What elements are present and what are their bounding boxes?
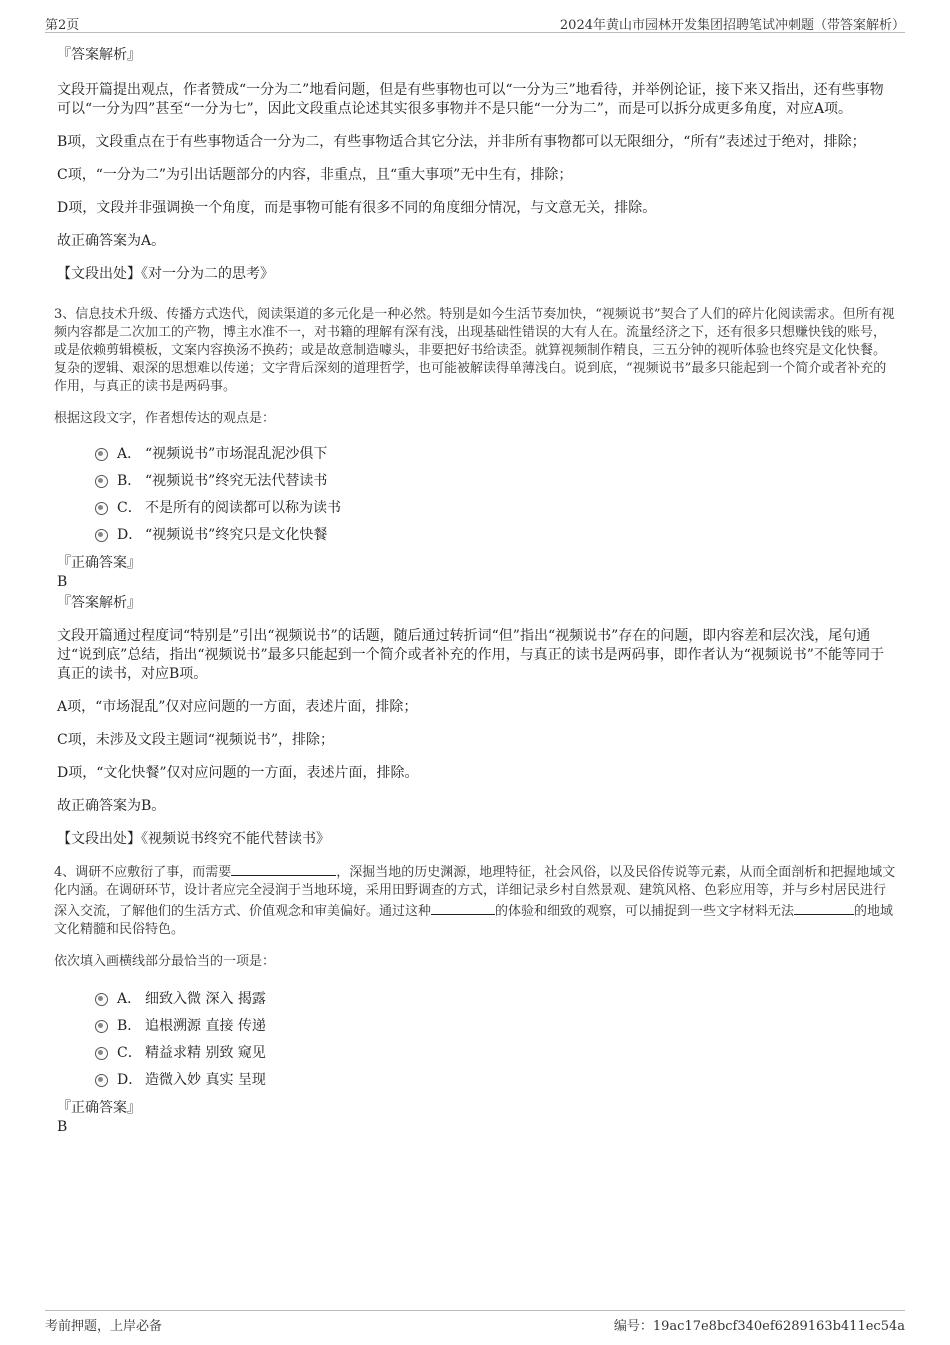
footer-slogan: 考前押题，上岸必备 [45,1319,163,1334]
radio-icon[interactable] [95,1074,108,1087]
option-c[interactable]: C． 精益求精 别致 窥见 [95,1039,897,1066]
analysis-paragraph: 文段开篇提出观点，作者赞成“一分为二”地看问题，但是有些事物也可以“一分为三”地看待，并举例论证，接下来又指出，还有些事物可以“一分为四”甚至“一分为七”，因此文段重点论述其实很多事物并不是只能“一分为二”，而是可以拆分成更多角度，对应A项。 [57,82,884,117]
analysis-paragraph: D项，“文化快餐”仅对应问题的一方面，表述片面，排除。 [57,765,419,781]
question-stem: 3、信息技术升级、传播方式迭代，阅读渠道的多元化是一种必然。特别是如今生活节奏加快，“视频说书”契合了人们的碎片化阅读需求。但所有视频内容都是二次加工的产物，博主水准不一，对书籍的理解有深有浅，出现基础性错误的大有人在。流量经济之下，还有很多只想赚快钱的账号，或是依赖剪辑模板，文案内容换汤不换药；或是故意制造噱头，非要把好书给读歪。就算视频制作精良，三五分钟的视听体验也终究是文化快餐。复杂的逻辑、艰深的思想难以传递；文字背后深刻的道理哲学，也可能被解读得单薄浅白。说到底，“视频说书”最多只能起到一个简介或者补充的作用，与真正的读书是两码事。 [54,307,895,394]
passage-source: 【文段出处】《对一分为二的思考》 [57,266,274,282]
option-list [57,440,897,548]
page-footer [45,1310,905,1335]
question-3 [54,306,897,849]
analysis-conclusion: 故正确答案为B。 [57,798,166,814]
document-title: 2024年黄山市园林开发集团招聘笔试冲刺题（带答案解析） [559,18,905,33]
analysis-conclusion: 故正确答案为A。 [57,233,166,249]
option-a[interactable]: A． 细致入微 深入 揭露 [95,985,897,1012]
passage-source: 【文段出处】《视频说书终究不能代替读书》 [57,831,330,847]
page-number: 第2页 [45,18,80,33]
radio-icon[interactable] [95,993,108,1006]
answer-value: B [57,1119,68,1135]
question-prompt: 根据这段文字，作者想传达的观点是： [54,411,276,426]
option-d[interactable]: D． 造微入妙 真实 呈现 [95,1066,897,1093]
radio-icon[interactable] [95,529,108,542]
option-c[interactable]: C． 不是所有的阅读都可以称为读书 [95,494,897,521]
analysis-paragraph: B项，文段重点在于有些事物适合一分为二，有些事物适合其它分法，并非所有事物都可以无限细分，“所有”表述过于绝对，排除； [57,134,866,150]
radio-icon[interactable] [95,475,108,488]
option-list [57,985,897,1093]
radio-icon[interactable] [95,1047,108,1060]
analysis-label: 『答案解析』 [57,595,141,611]
analysis-paragraph: A项，“市场混乱”仅对应问题的一方面，表述片面，排除； [57,699,418,715]
q2-analysis [57,46,897,284]
answer-value: B [57,574,68,590]
radio-icon[interactable] [95,1020,108,1033]
option-b[interactable]: B． 追根溯源 直接 传递 [95,1012,897,1039]
option-a[interactable]: A． “视频说书”市场混乱泥沙俱下 [95,440,897,467]
question-prompt: 依次填入画横线部分最恰当的一项是： [54,954,276,969]
answer-label: 『正确答案』 [57,1100,141,1116]
question-4 [54,861,897,1137]
blank-line [431,900,495,915]
option-b[interactable]: B． “视频说书”终究无法代替读书 [95,467,897,494]
page-header [45,12,905,33]
analysis-paragraph: C项，未涉及文段主题词“视频说书”，排除； [57,732,335,748]
blank-line [794,900,854,915]
analysis-paragraph: D项，文段并非强调换一个角度，而是事物可能有很多不同的角度细分情况，与文意无关，排除。 [57,200,657,216]
analysis-label: 『答案解析』 [57,47,141,63]
analysis-paragraph: C项，“一分为二”为引出话题部分的内容，非重点，且“重大事项”无中生有，排除； [57,167,573,183]
analysis-paragraph: 文段开篇通过程度词“特别是”引出“视频说书”的话题，随后通过转折词“但”指出“视频说书”存在的问题，即内容差和层次浅，尾句通过“说到底”总结，指出“视频说书”最多只能起到一个简介或者补充的作用，与真正的读书是两码事，即作者认为“视频说书”不能等同于真正的读书，对应B项。 [57,628,884,682]
document-content [54,46,897,1137]
question-stem: 4、调研不应敷衍了事，而需要 ，深掘当地的历史渊源，地理特征，社会风俗，以及民俗传说等元素，从而全面剖析和把握地域文化内涵。在调研环节，设计者应完全浸润于当地环境，采用田野调查的方式，详细记录乡村自然景观、建筑风格、色彩应用等，并与乡村居民进行深入交流，了解他们的生活方式、价值观念和审美偏好。通过这种 的体验和细致的观察，可以捕捉到一些文字材料无法 的地域文化精髓和民俗特色。 [54,861,897,939]
radio-icon[interactable] [95,448,108,461]
document-serial: 编号：19ac17e8bcf340ef6289163b411ec54a [613,1319,905,1334]
blank-line [231,861,336,876]
radio-icon[interactable] [95,502,108,515]
option-d[interactable]: D． “视频说书”终究只是文化快餐 [95,521,897,548]
answer-label: 『正确答案』 [57,555,141,571]
